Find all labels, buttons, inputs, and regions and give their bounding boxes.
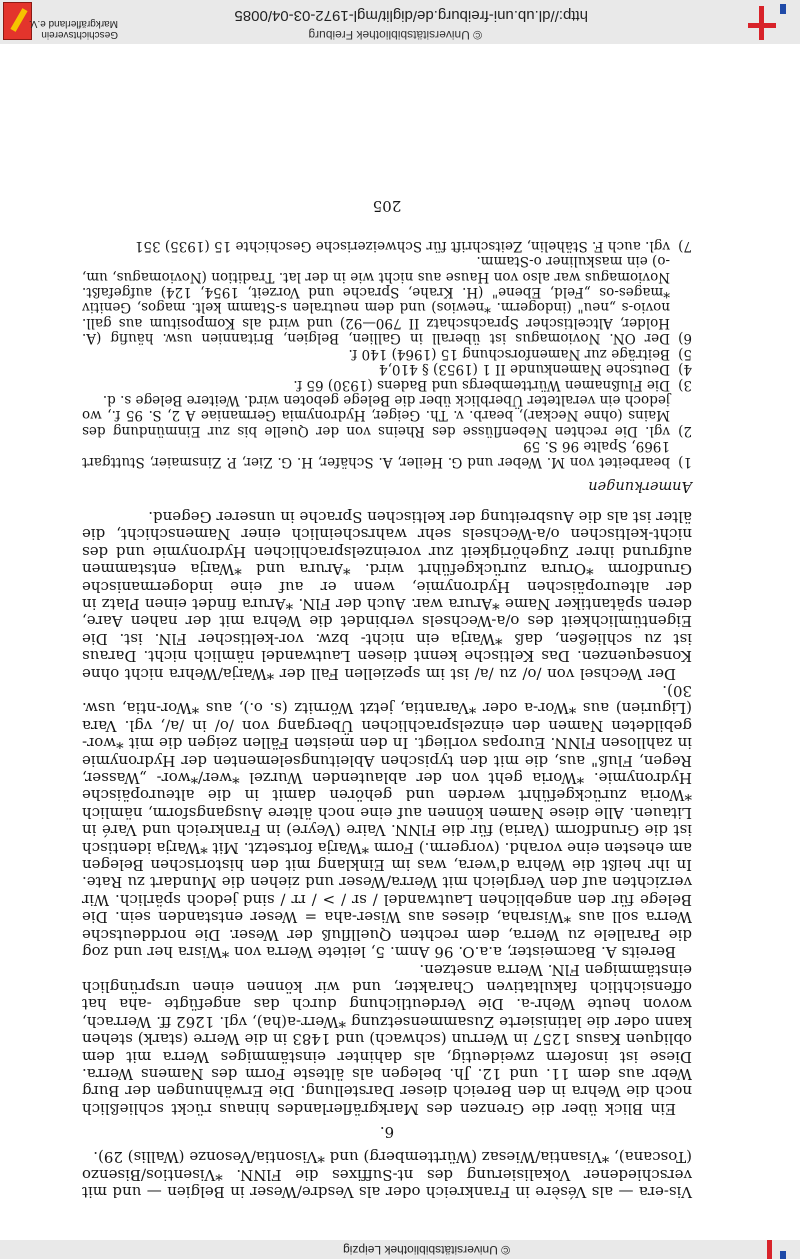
note-item [82,253,692,345]
ub-logo-mark-icon [780,4,786,14]
paragraph-3: Der Wechsel von /o/ zu /a/ ist im speziellen Fall der *Warja/Wehra nicht ohne Konsequenzen. Das Keltische kennt diesen Lautwandel nämlich nicht. Daraus ist zu schließen, daß *Warja ein nicht- bzw. vor-keltischer FlN. ist. Die Eigentümlichkeit des o/a-Wechsels verbindet die Wehra mit der nahen Aare, deren spätantiker Name *Arura war. Auch der FlN. *Arura findet einen Platz in der alteuropäischen Hydronymie, wenn er auf eine indogermanische Grundform *Orura zurückgeführt wird. *Arura und *Warja entstammen aufgrund ihrer Zugehörigkeit zur voreinzelsprachlichen Hydronymie und des nicht-keltischen o/a-Wechsels sehr wahrscheinlich einer Namenschicht, die älter ist als die Ausbreitung der keltischen Sprache in unserer Gegend. [82,507,692,683]
paragraph-2: Bereits A. Bacmeister, a.a.O. 96 Anm. 5, leitete Werra von *Wisra her und zog die Parallele zu Werra, dem rechten Quellfluß der Weser. Die norddeutsche Werra soll aus *Wisraha, dieses aus Wiser-aha = Weser entstanden sein. Die Belege für den angeblichen Lautwandel / sr / > / rr / sind jedoch spärlich. Wir verzichten auf den Vergleich mit Werra/Weser und ziehen die Mundart zu Rate. In ihr heißt die Wehra d'wera, was im Einklang mit den historischen Belegen am ehesten eine vorahd. (vorgerm.) Form *Warja fortsetzt. Mit *Warja identisch ist die Grundform (Varia) für die FlNN. Vaire (Veyre) in Frankreich und Varé in Litauen. Alle diese Namen können auf eine noch ältere Ausgangsform, nämlich *Woria zurückgeführt werden und gehören damit in die alteuropäische Hydronymie. *Woria geht von der ablautenden Wurzel *wer/*wor- „Wasser, Regen, Fluß" aus, die mit den typischen Ableitungselementen der Hydronymie in zahllosen FlNN. Europas vorliegt. In den meisten Fällen zeigen die mit *wor- gebildeten Namen den einzelsprachlichen Übergang von /o/ in /a/, vgl. Vara (Ligurien) aus *Wor-a oder *Varantia, jetzt Wörnitz (s. o.), aus *Wor-ntia, usw. 30). [82,682,692,962]
geschichtsverein-logo [3,2,32,40]
note-text: Die Flußnamen Württembergs und Badens (1930) 65 f. [293,376,670,393]
note-text: bearbeitet von M. Weber und G. Heiler, A. Schäfer, H. G. Zier, P. Zinsmaier, Stuttgart 1969, Spalte 96 S. 59 [82,438,670,470]
intro-paragraph: Vis-era — als Vésère in Frankreich oder als Vesdre/Weser in Belgien — und mit verschiedener Vokalisierung des nt-Suffixes die FlNN. *Visentios/Bisenzo (Toscana), *Visantia/Wiesaz (Württemberg) und *Visontia/Vesonze (Wallis) 29). [82,1148,692,1201]
note-item [82,345,692,360]
page-content [0,44,800,1240]
footer-mark-icon [780,1251,786,1259]
note-text: vgl. auch F. Stähelin, Zeitschrift für Schweizerische Geschichte 15 (1935) 351 [134,237,670,254]
notes-list [82,237,692,468]
note-text: Beiträge zur Namenforschung 15 (1964) 140 f. [348,345,670,362]
section-number: 6. [379,1122,395,1141]
note-item [82,376,692,391]
paragraph-1: Ein Blick über die Grenzen des Markgräflerlandes hinaus rückt schließlich noch die Wehra in den Bereich dieser Darstellung. Die Erwähnungen der Burg Webr aus dem 11. und 12. Jh. belegen als älteste Form des Namens Werra. Diese ist insofern zweideutig, als dahinter einstämmiges Werra mit dem obliquen Kasus 1257 in Werrun (schwach) und 1483 in die Werre (stark) stehen kann oder die latinisierte Zusammensetzung *Werr-a(ha), vgl. 1262 ff. Werrach, wovon heute Wehr-a. Die Verdeutlichung durch das angefügte -aha hat offensichtlich fakultativen Charakter, und wir können einen ursprünglich einstämmigen FlN. Werra ansetzen. [82,960,692,1118]
society-line-2: Markgräflerland e.V. [28,18,118,29]
note-text: Der ON. Noviomagus ist überall in Gallien, Belgien, Britannien usw. häufig (A. Holder, Altceltischer Sprachschatz II 790—92) und wird als Kompositum aus gall. novio-s „neu" (indogerm. *newios) und dem neutralen s-Stamm kelt. magos, Genitiv *mages-os „Feld, Ebene" (H. Krahe, Sprache und Vorzeit, 1954, 124) aufgefaßt. Noviomagus war also von Hause aus nicht wie in der lat. Tradition (Noviomagus, um, -o) ein maskuliner o-Stamm. [82,253,670,347]
crest-band [10,8,27,32]
scanned-page [0,44,800,1240]
note-number: 2) [678,422,692,439]
note-item [82,392,692,438]
note-item [82,361,692,376]
document-url-link[interactable]: http://dl.ub.uni-freiburg.de/diglit/mgl-1972-03-04/0085 [234,7,588,24]
note-number: 7) [678,237,692,254]
society-name [29,18,118,40]
note-text: vgl. Die rechten Nebenflüsse des Rheins von der Quelle bis zur Einmündung des Mains (ohne Neckar), bearb. v. Th. Geiger, Hydronymia Germaniae A 2, S. 95 f., wo jedoch ein veralteter Überblick über die Belege geboten wird. Weitere Belege s. d. [82,391,670,439]
note-number: 5) [678,345,692,362]
footer-copyright: © Universitätsbibliothek Leipzig [343,1243,510,1257]
page-number: 205 [372,197,402,216]
footer-bar [0,1240,800,1259]
note-text: Deutsche Namenkunde II 1 (1953) § 410,4 [379,361,670,378]
society-line-1: Geschichtsverein [41,29,118,40]
note-item [82,438,692,469]
note-number: 3) [678,376,692,393]
note-number: 1) [678,453,692,470]
footer-logo-icon [767,1240,772,1259]
note-number: 6) [678,330,692,347]
note-item [82,237,692,252]
notes-title: Anmerkungen [588,477,692,494]
copyright-text: © Universitätsbibliothek Freiburg [308,28,482,42]
header-bar [0,0,800,44]
ub-logo-bar-icon [748,23,776,28]
text-column [82,197,692,1200]
note-number: 4) [678,361,692,378]
